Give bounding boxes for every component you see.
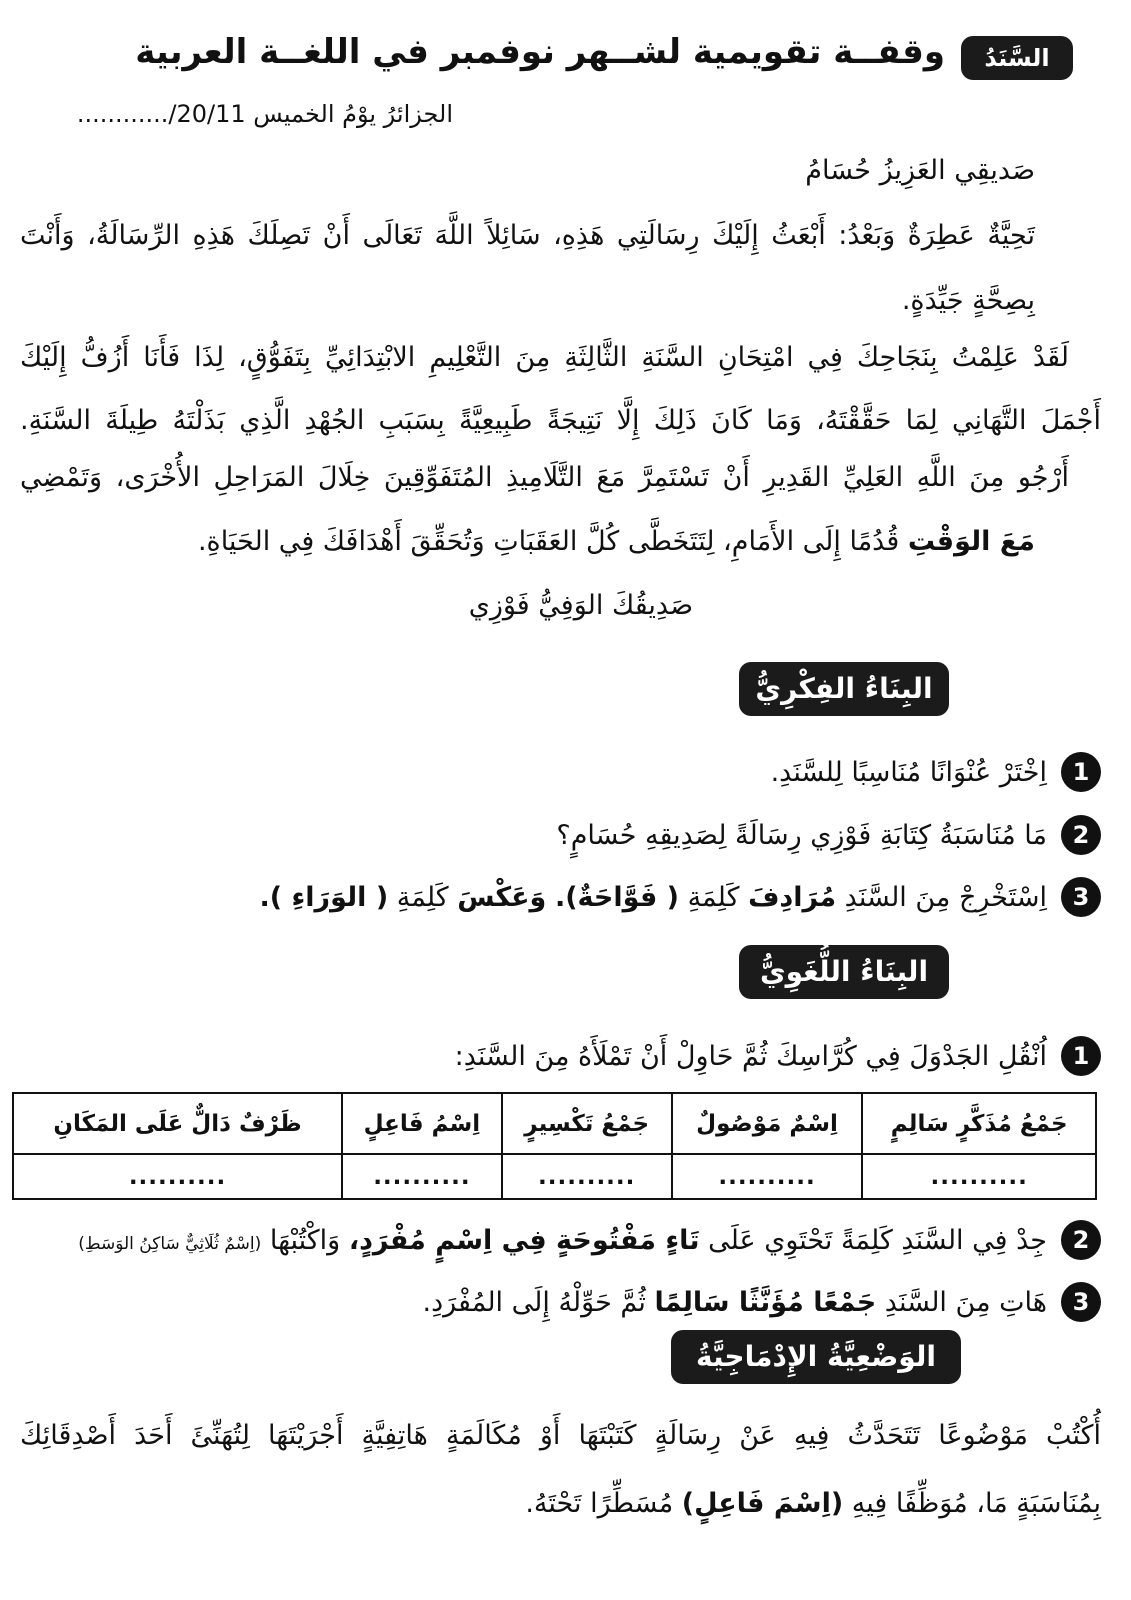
date-line: الجزائرُ يوْمُ الخميس 20/11/............	[76, 100, 453, 128]
s1-question-2	[556, 815, 1101, 855]
s1-q3-bold: ( فَوَّاحَةٌ).	[554, 881, 679, 913]
s2-q2-part: وَاكْتُبْهَا	[269, 1224, 341, 1256]
s1-q3-bold: وَعَكْسَ	[457, 881, 547, 913]
number-badge: 3	[1061, 877, 1101, 917]
s1-q2-text: مَا مُنَاسَبَةُ كِتَابَةِ فَوْزِي رِسَالَةً لِصَدِيقِهِ حُسَامٍ؟	[556, 819, 1047, 851]
table-row	[13, 1154, 1096, 1199]
integration-part: مُسَطِّرًا تَحْتَهُ.	[525, 1488, 674, 1519]
s1-question-1	[771, 752, 1101, 792]
table-header-cell: جَمْعُ مُذَكَّرٍ سَالِمٍ	[862, 1093, 1096, 1154]
s1-question-3	[260, 877, 1102, 917]
number-badge: 1	[1061, 752, 1101, 792]
s1-q3-bold: ( الوَرَاءِ ).	[259, 881, 389, 913]
table-header-cell: اِسْمٌ مَوْصُولٌ	[672, 1093, 863, 1154]
integration-bold: (اِسْمَ فَاعِلٍ)	[681, 1488, 844, 1519]
s2-question-3	[423, 1282, 1101, 1322]
s2-q3-part: هَاتِ مِنَ السَّنَدِ	[884, 1286, 1047, 1318]
table-cell: ..........	[862, 1154, 1096, 1199]
s1-q3-bold: مُرَادِفَ	[748, 881, 837, 913]
source-tag: السَّنَدُ	[961, 36, 1073, 80]
letter-bold-phrase: مَعَ الوَقْتِ	[907, 526, 1035, 557]
letter-p3-line2-rest: قُدُمًا إِلَى الأَمَامِ، لِتَتَخَطَّى كُلَّ العَقَبَاتِ وَتُحَقِّقَ أَهْدَافَكَ فِي الحَيَاةِ.	[197, 526, 900, 557]
number-badge: 2	[1061, 815, 1101, 855]
s1-q3-part: كَلِمَةِ	[396, 881, 449, 913]
integration-part: بِمُنَاسَبَةٍ مَا، مُوَظِّفًا فِيهِ	[851, 1488, 1101, 1519]
s2-question-2	[78, 1220, 1101, 1260]
letter-greeting: صَديقِي العَزِيزُ حُسَامُ	[805, 155, 1035, 186]
number-badge: 1	[1061, 1036, 1101, 1076]
page-title: وقفــة تقويمية لشــهر نوفمبر في اللغــة العربية	[135, 32, 945, 72]
s2-question-1	[455, 1036, 1101, 1076]
s1-q3-part: كَلِمَةِ	[687, 881, 740, 913]
s2-q2-part: جِدْ فِي السَّنَدِ كَلِمَةً تَحْتَوِي عَلَى	[708, 1224, 1047, 1256]
s2-q2-text	[78, 1225, 1047, 1256]
letter-p2-line2: أَجْمَلَ التَّهَانِي لِمَا حَقَّقْتَهُ، وَمَا كَانَ ذَلِكَ إِلَّا نَتِيجَةً طَبِيعِيَّةً بِسَبَبِ الجُهْدِ الَّذِي بَذَلْتَهُ طِيلَةَ السَّنَةِ.	[20, 405, 1101, 436]
letter-p1-line1: تَحِيَّةٌ عَطِرَةٌ وَبَعْدُ: أَبْعَثُ إِلَيْكَ رِسَالَتِي هَذِهِ، سَائِلاً اللَّهَ تَعَالَى أَنْ تَصِلَكَ هَذِهِ الرِّسَالَةُ، وَأَنْتَ	[20, 220, 1035, 251]
s2-q2-bold: تَاءٍ مَفْتُوحَةٍ فِي اِسْمٍ مُفْرَدٍ،	[348, 1224, 700, 1256]
s2-q2-hint: (اِسْمٌ ثُلَاثِيٌّ سَاكِنُ الوَسَطِ)	[78, 1233, 262, 1254]
table-header-cell: ظَرْفٌ دَالٌّ عَلَى المَكَانِ	[13, 1093, 342, 1154]
table-cell: ..........	[13, 1154, 342, 1199]
letter-p3-line2	[198, 526, 1035, 557]
letter-p2-line1: لَقَدْ عَلِمْتُ بِنَجَاحِكَ فِي امْتِحَانِ السَّنَةِ الثَّالِثَةِ مِنَ التَّعْلِيمِ الابْتِدَائِيِّ بِتَفَوُّقٍ، لِذَا فَأَنَا أَزُفُّ إِلَيْكَ	[20, 342, 1069, 373]
table-header-row	[13, 1093, 1096, 1154]
letter-signature: صَدِيقُكَ الوَفِيُّ فَوْزِي	[468, 590, 693, 621]
section-intellectual-title: البِنَاءُ الفِكْرِيُّ	[739, 662, 949, 716]
table-cell: ..........	[342, 1154, 502, 1199]
table-header-cell: جَمْعُ تَكْسِيرٍ	[502, 1093, 672, 1154]
letter-p1-line2: بِصِحَّةٍ جَيِّدَةٍ.	[901, 285, 1035, 316]
s2-q1-text: اُنْقُلِ الجَدْوَلَ فِي كُرَّاسِكَ ثُمَّ حَاوِلْ أَنْ تَمْلَأَهُ مِنَ السَّنَدِ:	[454, 1040, 1047, 1072]
page-header	[53, 30, 1073, 82]
number-badge: 3	[1061, 1282, 1101, 1322]
table-cell: ..........	[502, 1154, 672, 1199]
number-badge: 2	[1061, 1220, 1101, 1260]
table-header-cell: اِسْمُ فَاعِلٍ	[342, 1093, 502, 1154]
integration-line2	[525, 1488, 1101, 1519]
section-integration-title: الوَضْعِيَّةُ الإِدْمَاجِيَّةُ	[671, 1330, 961, 1384]
s2-q3-bold: جَمْعًا مُؤَنَّثًا سَالِمًا	[654, 1286, 877, 1318]
s1-q3-part: اِسْتَخْرِجْ مِنَ السَّنَدِ	[844, 881, 1047, 913]
s1-q1-text: اِخْتَرْ عُنْوَانًا مُنَاسِبًا لِلسَّنَدِ.	[770, 756, 1047, 788]
grammar-table	[12, 1092, 1097, 1200]
s2-q3-text	[423, 1287, 1047, 1318]
letter-p3-line1: أَرْجُو مِنَ اللَّهِ العَلِيِّ القَدِيرِ أَنْ تَسْتَمِرَّ مَعَ التَّلَامِيذِ المُتَفَوِّقِينَ خِلَالَ المَرَاحِلِ الأُخْرَى، وَتَمْضِي	[20, 462, 1069, 493]
section-linguistic-title: البِنَاءُ اللُّغَوِيُّ	[739, 945, 949, 999]
s2-q3-part: ثُمَّ حَوِّلْهُ إِلَى المُفْرَدِ.	[422, 1286, 646, 1318]
integration-line1: أُكْتُبْ مَوْضُوعًا تَتَحَدَّثُ فِيهِ عَنْ رِسَالَةٍ كَتَبْتَهَا أَوْ مُكَالَمَةٍ هَاتِفِيَّةٍ أَجْرَيْتَهَا لِتُهَنِّئَ أَحَدَ أَصْدِقَائِكَ	[20, 1420, 1101, 1451]
s1-q3-text	[260, 882, 1048, 913]
table-cell: ..........	[672, 1154, 863, 1199]
